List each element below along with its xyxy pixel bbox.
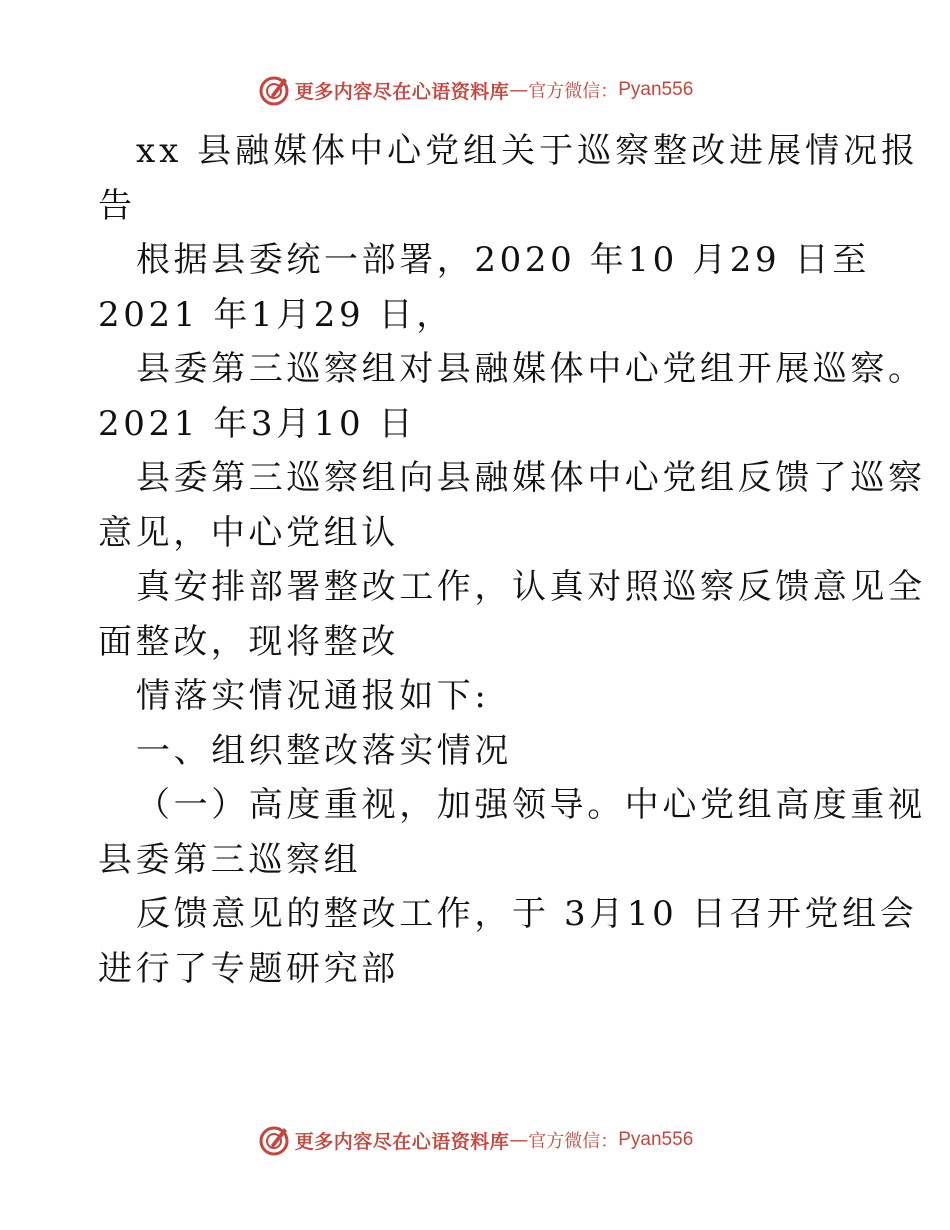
paragraph-line: 2021 年1月29 日， bbox=[98, 294, 454, 335]
paragraph-line: 进行了专题研究部 bbox=[98, 948, 399, 989]
section-heading: 一、组织整改落实情况 bbox=[136, 730, 512, 771]
watermark-separator: — bbox=[509, 1129, 529, 1151]
quill-circle-icon bbox=[257, 73, 291, 107]
paragraph-line: 意见，中心党组认 bbox=[98, 512, 399, 553]
watermark-text: 更多内容尽在心语资料库 bbox=[294, 80, 510, 103]
document-title-line-1: xx 县融媒体中心党组关于巡察整改进展情况报 bbox=[136, 131, 920, 171]
watermark-separator: — bbox=[509, 79, 529, 101]
watermark-wechat-label: 官方微信： bbox=[528, 81, 619, 102]
paragraph-line: 县委第三巡察组向县融媒体中心党组反馈了巡察 bbox=[136, 458, 926, 498]
watermark-text: 更多内容尽在心语资料库 bbox=[294, 1130, 510, 1153]
paragraph-line: 面整改，现将整改 bbox=[98, 621, 399, 662]
paragraph-line: 2021 年3月10 日 bbox=[98, 403, 417, 444]
header-watermark bbox=[0, 70, 950, 110]
document-body bbox=[98, 124, 926, 996]
watermark-wechat-label: 官方微信： bbox=[528, 1131, 619, 1152]
paragraph-line: 县委第三巡察组 bbox=[98, 839, 362, 880]
footer-watermark bbox=[0, 1120, 950, 1160]
watermark-wechat-id: Pyan556 bbox=[618, 1129, 694, 1150]
paragraph-line: 真安排部署整改工作，认真对照巡察反馈意见全 bbox=[136, 567, 926, 607]
quill-circle-icon bbox=[257, 1123, 291, 1157]
watermark-wechat-id: Pyan556 bbox=[618, 79, 694, 100]
paragraph-line: （一）高度重视，加强领导。中心党组高度重视 bbox=[136, 785, 926, 825]
paragraph-line: 根据县委统一部署，2020 年10 月29 日至 bbox=[136, 240, 870, 280]
paragraph-line: 县委第三巡察组对县融媒体中心党组开展巡察。 bbox=[136, 349, 926, 389]
document-title-line-2: 告 bbox=[98, 185, 136, 226]
paragraph-line: 情落实情况通报如下: bbox=[136, 676, 490, 716]
paragraph-line: 反馈意见的整改工作，于 3月10 日召开党组会 bbox=[136, 894, 918, 934]
